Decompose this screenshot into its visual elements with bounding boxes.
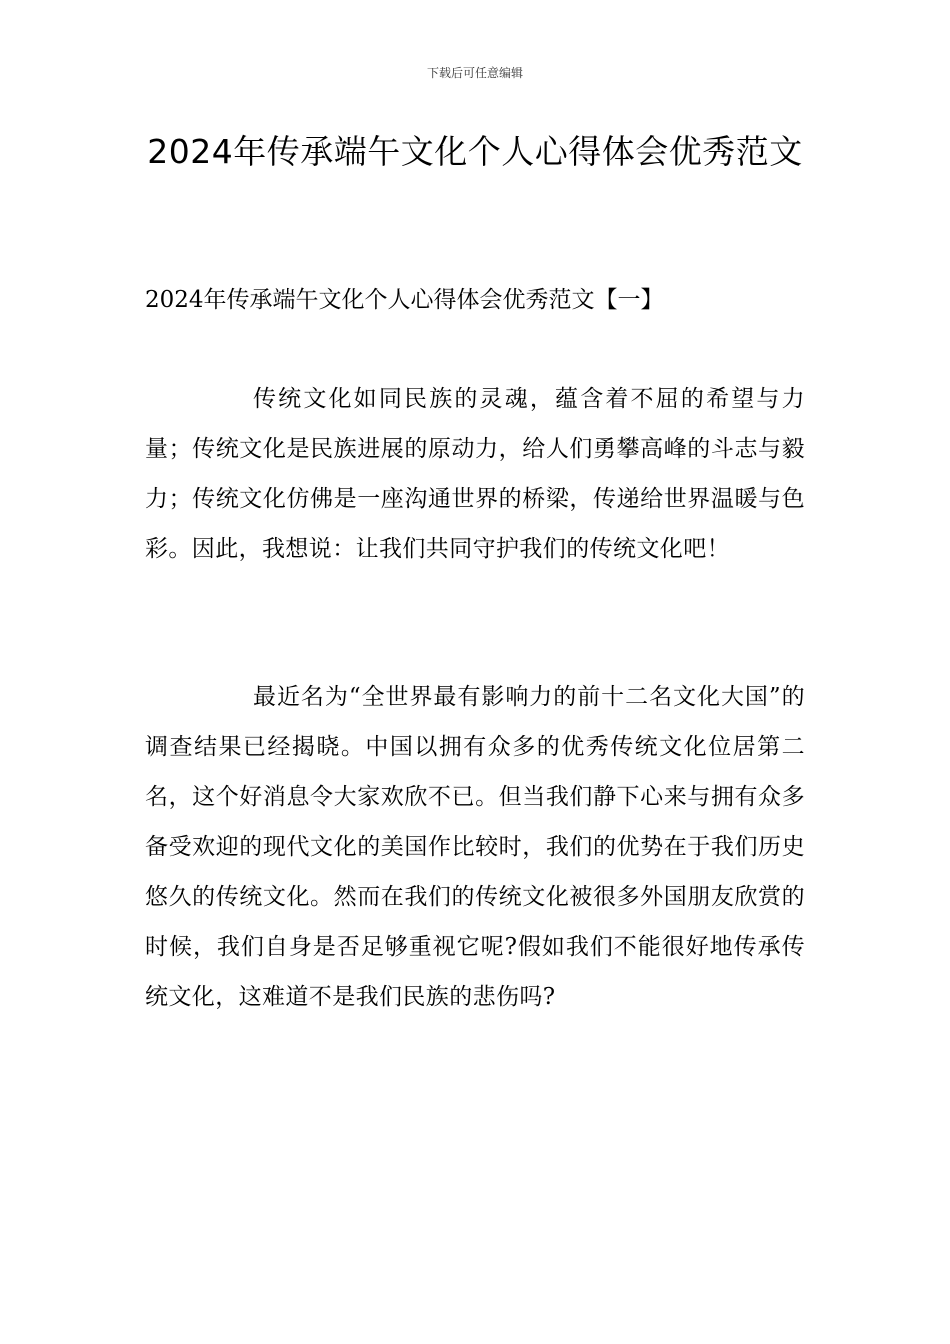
document-title: 2024年传承端午文化个人心得体会优秀范文 <box>147 132 803 171</box>
header-note: 下载后可任意编辑 <box>426 66 523 80</box>
section-heading: 2024年传承端午文化个人心得体会优秀范文【一】 <box>145 287 664 313</box>
paragraph-2: 最近名为“全世界最有影响力的前十二名文化大国”的调查结果已经揭晓。中国以拥有众多的优秀传统文化位居第二名，这个好消息令大家欢欣不已。但当我们静下心来与拥有众多备受欢迎的现代文化的美国作比较时，我们的优势在于我们历史悠久的传统文化。然而在我们的传统文化被很多外国朋友欣赏的时候，我们自身是否足够重视它呢?假如我们不能很好地传承传统文化，这难道不是我们民族的悲伤吗? <box>145 684 805 1010</box>
paragraph-1: 传统文化如同民族的灵魂，蕴含着不屈的希望与力量；传统文化是民族进展的原动力，给人们勇攀高峰的斗志与毅力；传统文化仿佛是一座沟通世界的桥梁，传递给世界温暖与色彩。因此，我想说：让我们共同守护我们的传统文化吧！ <box>145 386 805 562</box>
